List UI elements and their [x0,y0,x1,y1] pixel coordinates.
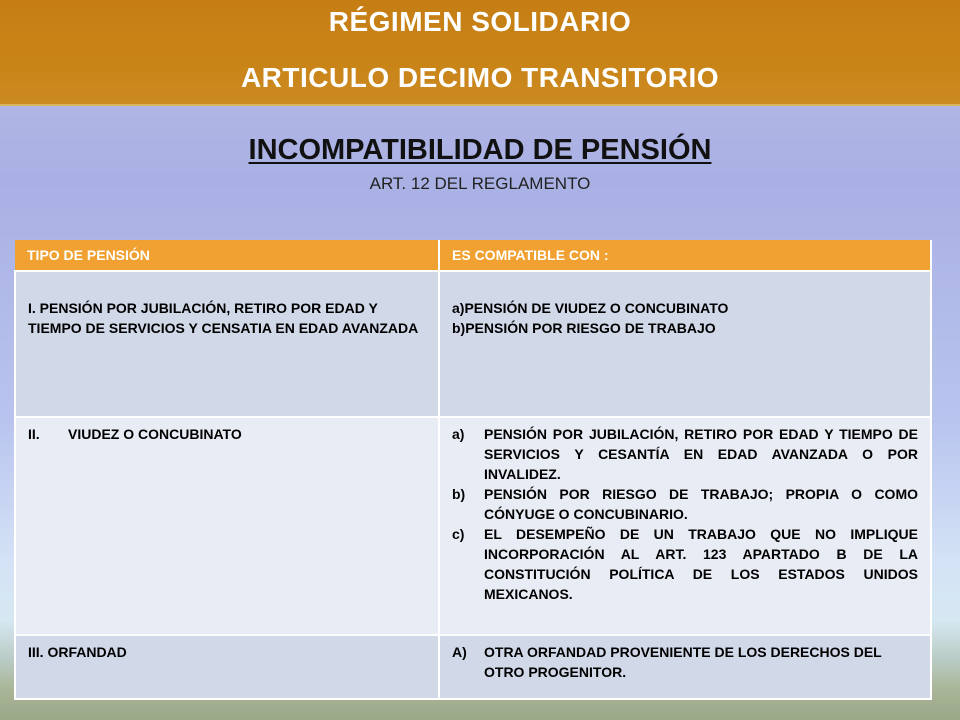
table-row [15,271,931,417]
item-text: EL DESEMPEÑO DE UN TRABAJO QUE NO IMPLIQUE INCORPORACIÓN AL ART. 123 APARTADO B DE LA CONSTITUCIÓN POLÍTICA DE LOS ESTADOS UNIDOS MEXICANOS. [484,526,918,602]
header-line-1: RÉGIMEN SOLIDARIO [328,6,632,37]
table-row [15,635,931,699]
cell-pension-type [15,271,439,417]
pension-type-text: VIUDEZ O CONCUBINATO [68,426,242,442]
table-row [15,417,931,635]
page-subtitle: ART. 12 DEL REGLAMENTO [369,174,591,193]
compatible-item [452,524,918,604]
header-line-2: ARTICULO DECIMO TRANSITORIO [240,62,720,93]
item-marker: A) [452,644,467,660]
cell-compatible [439,635,931,699]
page-title: INCOMPATIBILIDAD DE PENSIÓN [248,134,712,166]
cell-compatible [439,417,931,635]
item-text: PENSIÓN POR JUBILACIÓN, RETIRO POR EDAD Y TIEMPO DE SERVICIOS Y CESANTÍA EN EDAD AVANZADA O POR INVALIDEZ. [484,426,918,482]
pension-table [14,240,932,700]
compatible-list [452,424,918,604]
table-header-row [15,240,931,271]
pension-type-text: III. ORFANDAD [28,644,127,660]
header-pension-type: TIPO DE PENSIÓN [15,240,439,271]
roman-numeral: II. [28,426,40,442]
header-compatible-with: ES COMPATIBLE CON : [439,240,931,271]
item-marker: c) [452,526,465,542]
header-banner [0,0,960,106]
cell-pension-type [15,635,439,699]
compatible-item [452,484,918,524]
item-text: PENSIÓN POR RIESGO DE TRABAJO; PROPIA O COMO CÓNYUGE O CONCUBINARIO. [484,486,918,522]
compatible-item: a)PENSIÓN DE VIUDEZ O CONCUBINATO [452,300,729,316]
compatible-item [452,424,918,484]
item-marker: a) [452,426,465,442]
compatible-item: b)PENSIÓN POR RIESGO DE TRABAJO [452,320,716,336]
item-text: OTRA ORFANDAD PROVENIENTE DE LOS DERECHOS DEL OTRO PROGENITOR. [484,644,882,680]
cell-compatible [439,271,931,417]
pension-type-text: I. PENSIÓN POR JUBILACIÓN, RETIRO POR EDAD Y TIEMPO DE SERVICIOS Y CENSATIA EN EDAD AVANZADA [28,300,419,336]
compatible-item [452,642,918,682]
item-marker: b) [452,486,466,502]
cell-pension-type [15,417,439,635]
